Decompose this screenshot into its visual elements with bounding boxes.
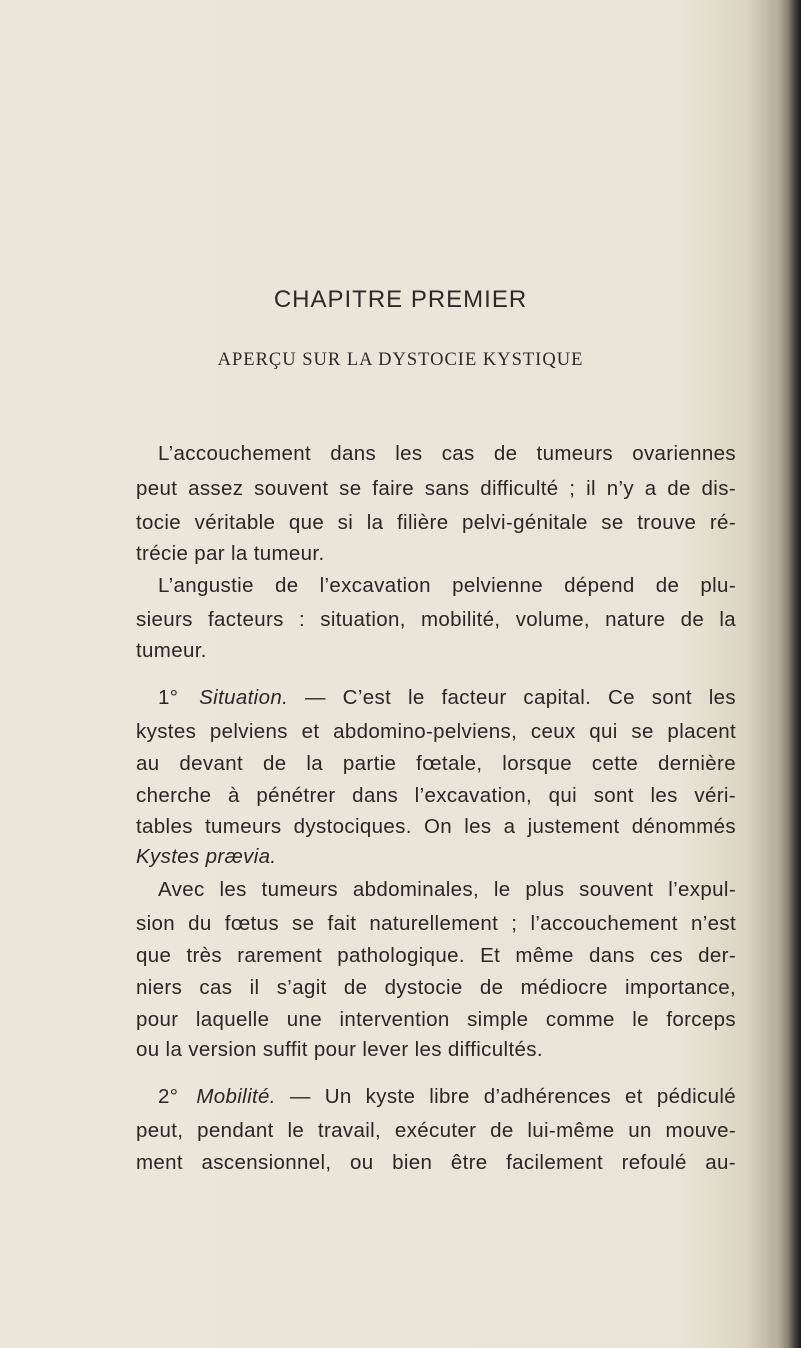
text-span: — Un kyste libre d’adhérences et pédiculé xyxy=(289,1085,736,1108)
text-line-italic: Kystes prævia. xyxy=(136,845,277,868)
text-line: cherche à pénétrer dans l’excavation, qui sont les véri- xyxy=(136,784,736,807)
text-span: — C’est le facteur capital. Ce sont les xyxy=(304,686,737,709)
text-line: au devant de la partie fœtale, lorsque cette dernière xyxy=(136,752,736,775)
text-line: sion du fœtus se fait naturellement ; l’accouchement n’est xyxy=(136,912,736,935)
chapter-title: CHAPITRE PREMIER xyxy=(273,286,528,313)
text-line: tables tumeurs dystociques. On les a justement dénommés xyxy=(136,815,736,838)
text-line: tocie véritable que si la filière pelvi-génitale se trouve ré- xyxy=(136,511,736,534)
text-line: Avec les tumeurs abdominales, le plus souvent l’expul- xyxy=(158,878,736,901)
section-heading: Situation. xyxy=(199,686,289,709)
text-line: ment ascensionnel, ou bien être facilement refoulé au- xyxy=(136,1151,736,1174)
text-line: que très rarement pathologique. Et même dans ces der- xyxy=(136,944,736,967)
section-number: 1° xyxy=(158,686,179,709)
text-line-mobilite xyxy=(158,1083,736,1111)
page-binding-shadow xyxy=(767,0,801,1348)
text-line: pour laquelle une intervention simple comme le forceps xyxy=(136,1008,736,1031)
section-heading: Mobilité. xyxy=(196,1085,276,1108)
text-line: L’angustie de l’excavation pelvienne dépend de plu- xyxy=(158,574,736,597)
section-number: 2° xyxy=(158,1085,179,1108)
section-title: APERÇU SUR LA DYSTOCIE KYSTIQUE xyxy=(217,350,584,370)
text-line: trécie par la tumeur. xyxy=(136,542,325,565)
text-line: peut, pendant le travail, exécuter de lui-même un mouve- xyxy=(136,1119,736,1142)
text-line: ou la version suffit pour lever les difficultés. xyxy=(136,1038,543,1061)
text-line: tumeur. xyxy=(136,639,207,662)
text-line: sieurs facteurs : situation, mobilité, volume, nature de la xyxy=(136,608,736,631)
text-line: L’accouchement dans les cas de tumeurs ovariennes xyxy=(158,442,736,465)
text-line: peut assez souvent se faire sans difficulté ; il n’y a de dis- xyxy=(136,477,736,500)
text-line: kystes pelviens et abdomino-pelviens, ceux qui se placent xyxy=(136,720,736,743)
text-line-situation xyxy=(158,684,736,712)
text-line: niers cas il s’agit de dystocie de médiocre importance, xyxy=(136,976,736,999)
